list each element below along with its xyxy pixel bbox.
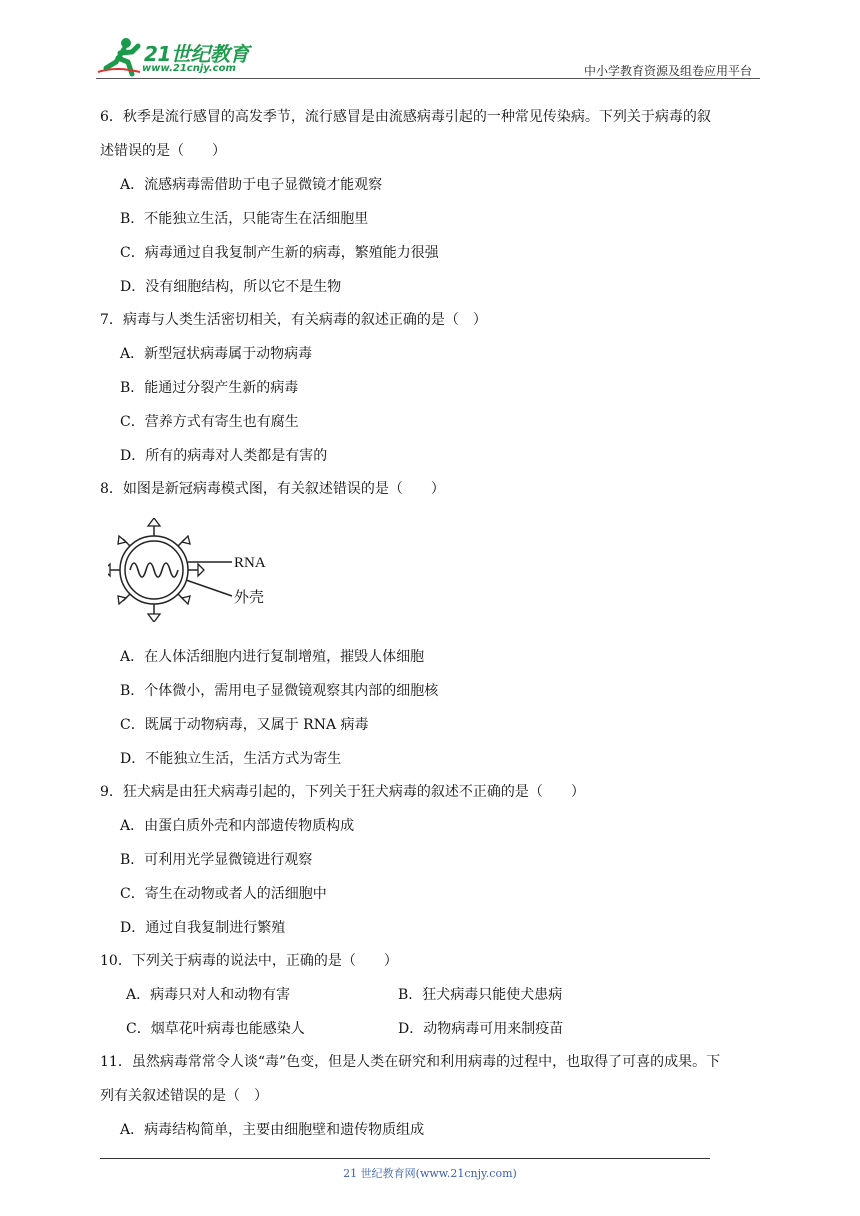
virus-diagram — [108, 518, 288, 622]
question-9-option-a[interactable]: A．由蛋白质外壳和内部遗传物质构成 — [120, 818, 355, 834]
question-7-option-c[interactable]: C．营养方式有寄生也有腐生 — [120, 414, 299, 430]
runner-logo-icon — [96, 36, 146, 78]
question-8-stem: 8．如图是新冠病毒模式图，有关叙述错误的是（ ） — [100, 481, 445, 497]
rna-label: RNA — [234, 555, 266, 571]
question-10-option-b[interactable]: B．狂犬病毒只能使犬患病 — [398, 987, 563, 1003]
question-6-line-1: 6．秋季是流行感冒的高发季节，流行感冒是由流感病毒引起的一种常见传染病。下列关于病毒的叙 — [100, 109, 711, 125]
question-9-stem: 9．狂犬病是由狂犬病毒引起的，下列关于狂犬病毒的叙述不正确的是（ ） — [100, 784, 585, 800]
question-8-option-d[interactable]: D．不能独立生活，生活方式为寄生 — [120, 751, 342, 767]
logo-url: www.21cnjy.com — [142, 63, 236, 74]
question-6-option-a[interactable]: A．流感病毒需借助于电子显微镜才能观察 — [120, 177, 383, 193]
question-8-option-c[interactable]: C．既属于动物病毒，又属于 RNA 病毒 — [120, 717, 369, 733]
question-11-line-1: 11．虽然病毒常常令人谈“毒”色变，但是人类在研究和利用病毒的过程中，也取得了可喜的成果。下 — [100, 1054, 721, 1070]
question-9-option-d[interactable]: D．通过自我复制进行繁殖 — [120, 920, 286, 936]
question-10-option-d[interactable]: D．动物病毒可用来制疫苗 — [398, 1021, 564, 1037]
question-6-option-b[interactable]: B．不能独立生活，只能寄生在活细胞里 — [120, 211, 369, 227]
question-7-option-d[interactable]: D．所有的病毒对人类都是有害的 — [120, 448, 328, 464]
question-9-option-b[interactable]: B．可利用光学显微镜进行观察 — [120, 852, 313, 868]
capsid-label: 外壳 — [234, 588, 265, 606]
question-6-line-2: 述错误的是（ ） — [100, 143, 226, 159]
page-header — [96, 36, 760, 80]
question-9-option-c[interactable]: C．寄生在动物或者人的活细胞中 — [120, 886, 327, 902]
question-8-option-a[interactable]: A．在人体活细胞内进行复制增殖，摧毁人体细胞 — [120, 649, 425, 665]
question-10-option-a[interactable]: A．病毒只对人和动物有害 — [126, 987, 291, 1003]
site-logo[interactable] — [96, 36, 266, 78]
footer-link[interactable]: 21 世纪教育网(www.21cnjy.com) — [343, 1167, 517, 1180]
question-10-stem: 10．下列关于病毒的说法中，正确的是（ ） — [100, 953, 398, 969]
question-7-stem: 7．病毒与人类生活密切相关，有关病毒的叙述正确的是（ ） — [100, 312, 487, 328]
question-6-option-d[interactable]: D．没有细胞结构，所以它不是生物 — [120, 279, 342, 295]
question-11-line-2: 列有关叙述错误的是（ ） — [100, 1088, 268, 1104]
logo-text: 21世纪教育 — [144, 42, 249, 66]
question-7-option-a[interactable]: A．新型冠状病毒属于动物病毒 — [120, 346, 313, 362]
question-10-option-c[interactable]: C．烟草花叶病毒也能感染人 — [126, 1021, 305, 1037]
footer-divider — [100, 1158, 710, 1159]
question-7-option-b[interactable]: B．能通过分裂产生新的病毒 — [120, 380, 299, 396]
question-6-option-c[interactable]: C．病毒通过自我复制产生新的病毒，繁殖能力很强 — [120, 245, 439, 261]
question-11-option-a[interactable]: A．病毒结构简单，主要由细胞壁和遗传物质组成 — [120, 1122, 425, 1138]
header-platform-name: 中小学教育资源及组卷应用平台 — [583, 64, 752, 78]
header-divider — [96, 78, 760, 79]
question-8-option-b[interactable]: B．个体微小，需用电子显微镜观察其内部的细胞核 — [120, 683, 439, 699]
